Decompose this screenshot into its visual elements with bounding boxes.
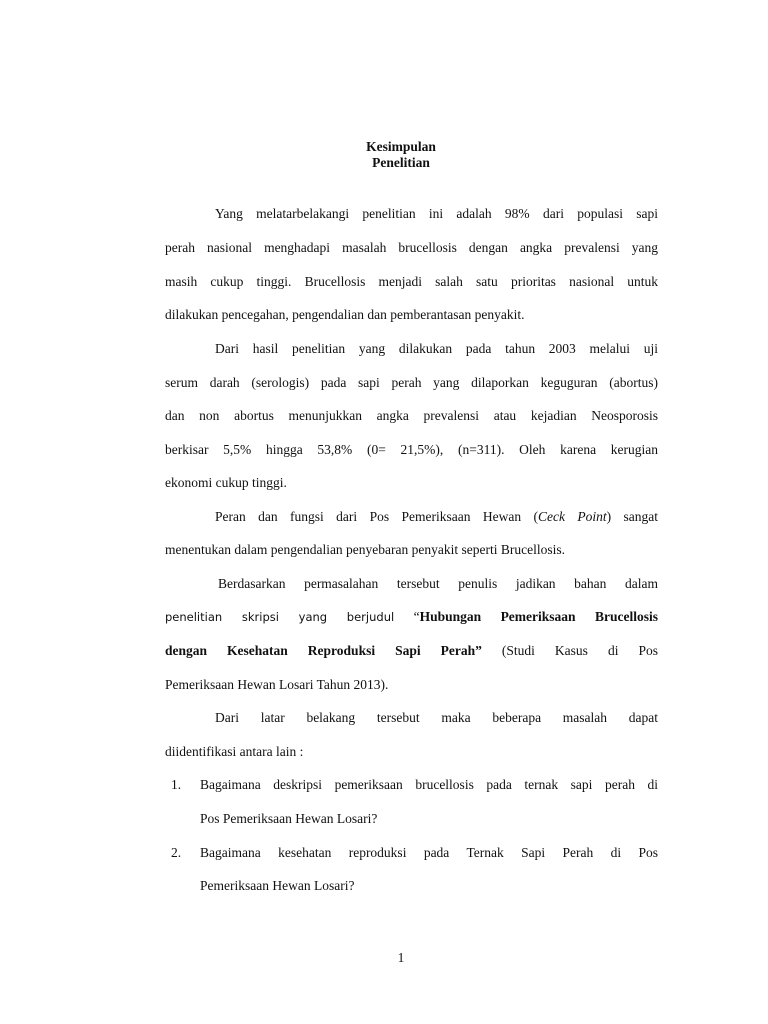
list-item-2-number: 2. [171,845,182,860]
paragraph-4-text: (Studi Kasus di Pos [481,643,658,658]
paragraph-4-line-2 [165,609,658,625]
paragraph-5-line-2: diidentifikasi antara lain : [165,744,304,759]
paragraph-2-line-3: dan non abortus menunjukkan angka prevalensi atau kejadian Neosporosis [165,408,658,423]
paragraph-2-line-5: ekonomi cukup tinggi. [165,475,287,490]
paragraph-4-line-3 [165,643,658,659]
paragraph-1-line-1: Yang melatarbelakangi penelitian ini adalah 98% dari populasi sapi [215,206,658,221]
list-item-1-line-2: Pos Pemeriksaan Hewan Losari? [200,811,378,826]
paragraph-4-open-quote: “ [394,609,420,624]
paragraph-3-italic: Ceck Point [537,509,607,524]
paragraph-1-line-3: masih cukup tinggi. Brucellosis menjadi salah satu prioritas nasional untuk [165,274,658,289]
paragraph-4-bold-title-b: dengan Kesehatan Reproduksi Sapi Perah” [165,643,482,658]
paragraph-2-line-1: Dari hasil penelitian yang dilakukan pada tahun 2003 melalui uji [215,341,658,356]
paragraph-3-line-2: menentukan dalam pengendalian penyebaran penyakit seperti Brucellosis. [165,542,565,557]
page-number: 1 [397,950,405,965]
list-item-1-line-1: Bagaimana deskripsi pemeriksaan brucellosis pada ternak sapi perah di [200,777,658,792]
list-item-1-number: 1. [171,777,182,792]
paragraph-3-text-a: Peran dan fungsi dari Pos Pemeriksaan Hewan ( [215,509,538,524]
paragraph-4-sans-text: penelitian skripsi yang berjudul [165,610,395,624]
paragraph-4-bold-title-a: Hubungan Pemeriksaan Brucellosis [419,609,658,624]
paragraph-3-line-1 [215,509,658,525]
paragraph-4-line-1: Berdasarkan permasalahan tersebut penulis jadikan bahan dalam [218,576,658,591]
paragraph-2-line-4: berkisar 5,5% hingga 53,8% (0= 21,5%), (n=311). Oleh karena kerugian [165,442,658,457]
paragraph-5-line-1: Dari latar belakang tersebut maka beberapa masalah dapat [215,710,658,725]
paragraph-3-text-b: ) sangat [606,509,659,524]
list-item-2-line-2: Pemeriksaan Hewan Losari? [200,878,355,893]
heading-line-2: Penelitian [372,155,430,170]
list-item-2-line-1: Bagaimana kesehatan reproduksi pada Ternak Sapi Perah di Pos [200,845,658,860]
paragraph-1-line-2: perah nasional menghadapi masalah brucellosis dengan angka prevalensi yang [165,240,658,255]
paragraph-4-line-4: Pemeriksaan Hewan Losari Tahun 2013). [165,677,389,692]
paragraph-2-line-2: serum darah (serologis) pada sapi perah yang dilaporkan keguguran (abortus) [165,375,658,390]
heading-line-1: Kesimpulan [366,139,436,154]
paragraph-1-line-4: dilakukan pencegahan, pengendalian dan pemberantasan penyakit. [165,307,525,322]
